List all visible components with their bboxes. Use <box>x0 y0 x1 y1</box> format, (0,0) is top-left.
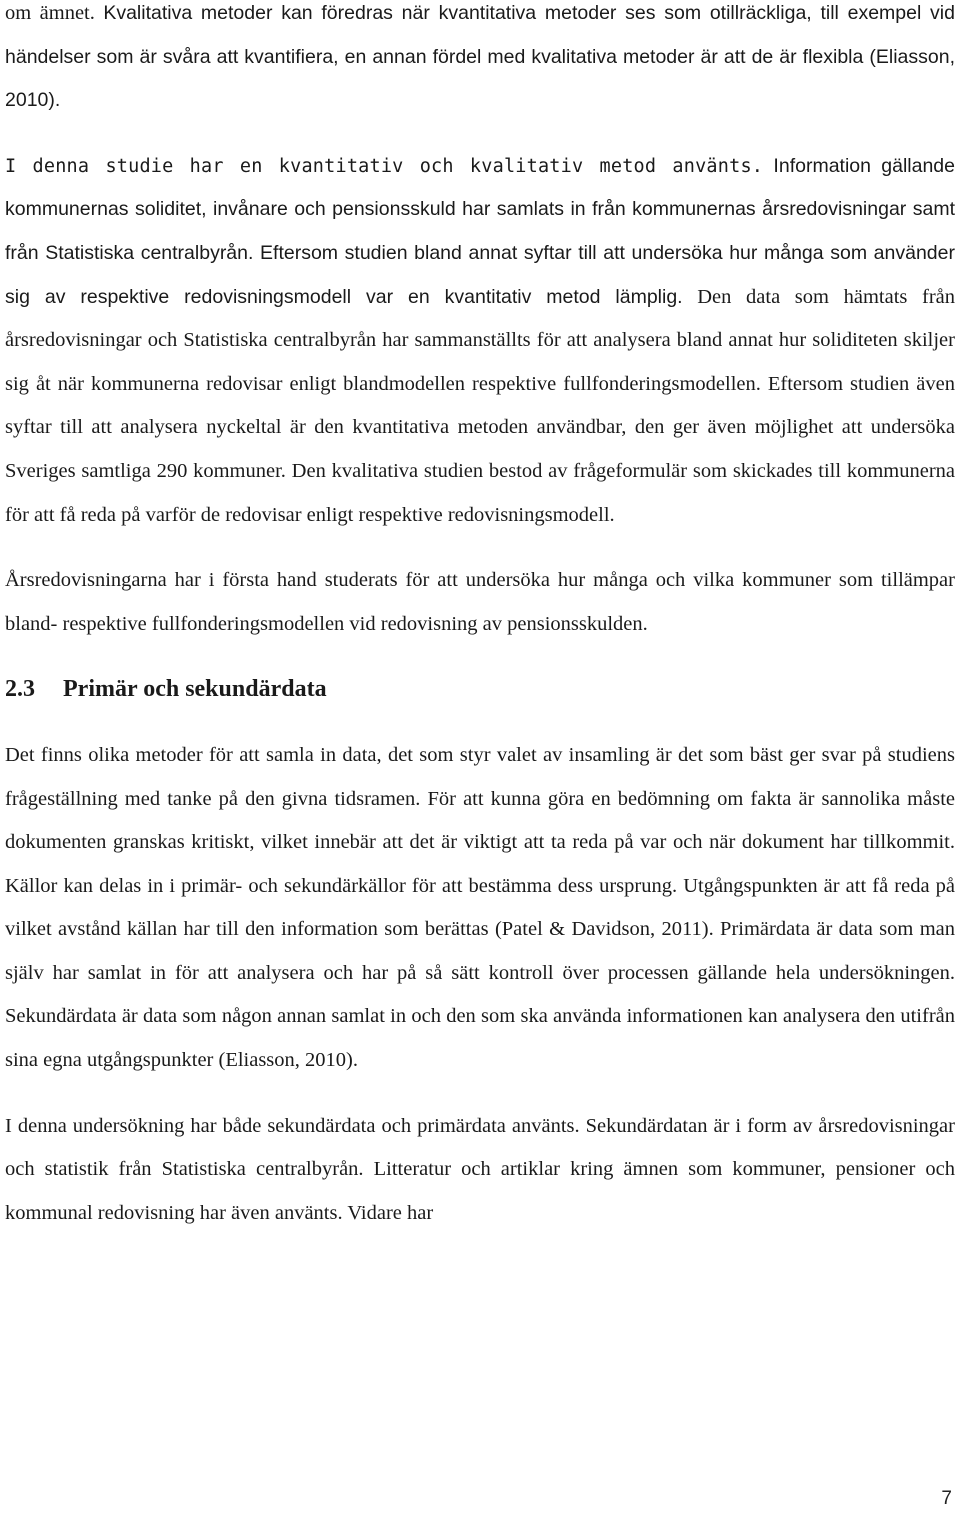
text-run-serif: om ämnet. <box>5 2 104 24</box>
paragraph-annual-reports: Årsredovisningarna har i första hand studerats för att undersöka hur många och vilka kommuner som tillämpar bland- respektive fullfonderingsmodellen vid redovisning av pensionsskulden. <box>5 569 955 635</box>
paragraph-this-study: I denna undersökning har både sekundärdata och primärdata använts. Sekundärdatan är i form av årsredovisningar och statistik från Statistiska centralbyrån. Litteratur och artiklar kring ämnen som kommuner, pensioner och kommunal redovisning har även använts. Vidare har <box>5 1114 955 1224</box>
section-title: Primär och sekundärdata <box>63 676 327 703</box>
text-run-mono: I denna studie har en kvantitativ och kvalitativ metod använts. <box>5 155 764 177</box>
paragraph-data-sources: Det finns olika metoder för att samla in data, det som styr valet av insamling är det som bäst ger svar på studiens frågeställning med tanke på den givna tidsramen. För att kunna göra en bedömning om fakta är sannolika måste dokumenten granskas kritiskt, vilket innebär att det är viktigt att ta reda på var och när dokument har tillkommit. Källor kan delas in i primär- och sekundärkällor för att bestämma dess ursprung. Utgångspunkten är att få reda på vilket avstånd källan har till den information som berättas (Patel & Davidson, 2011). Primärdata är data som man själv har samlat in för att analysera och har på så sätt kontroll över processen gällande hela undersökningen. Sekundärdata är data som någon annan samlat in och den som ska använda informationen kan analysera den utifrån sina egna utgångspunkter (Eliasson, 2010). <box>5 743 955 1072</box>
section-number: 2.3 <box>5 676 35 703</box>
paragraph-method <box>5 145 955 537</box>
text-run-sans: Eftersom studien bland annat syftar till att undersöka hur många som använder sig av respektive redovisningsmodell var en kvantitativ metod lämplig. <box>5 241 955 308</box>
text-run-serif: Den data som hämtats från årsredovisningar och Statistiska centralbyrån har sammanställts för att analysera bland annat hur soliditeten skiljer sig åt när kommunerna redovisar enligt blandmodellen respektive fullfonderingsmodellen. Eftersom studien även syftar till att analysera nyckeltal är den kvantitativa metoden användbar, den ger även möjlighet att undersöka Sveriges samtliga 290 kommuner. Den kvalitativa studien bestod av frågeformulär som skickades till kommunerna för att få reda på varför de redovisar enligt respektive redovisningsmodell. <box>5 285 956 526</box>
section-heading <box>5 668 955 712</box>
page-number: 7 <box>941 1488 952 1509</box>
document-page <box>5 0 955 1235</box>
text-run-sans: Information gällande kommunernas soliditet, invånare och pensionsskuld har samlats in från kommunernas årsredovisningar samt från Statistiska centralbyrån. <box>5 154 955 264</box>
paragraph-intro <box>5 0 955 123</box>
text-run-sans: Kvalitativa metoder kan föredras när kvantitativa metoder ses som otillräckliga, till exempel vid händelser som är svåra att kvantifiera, en annan fördel med kvalitativa metoder är att de är flexibla (Eliasson, 2010). <box>5 2 955 112</box>
